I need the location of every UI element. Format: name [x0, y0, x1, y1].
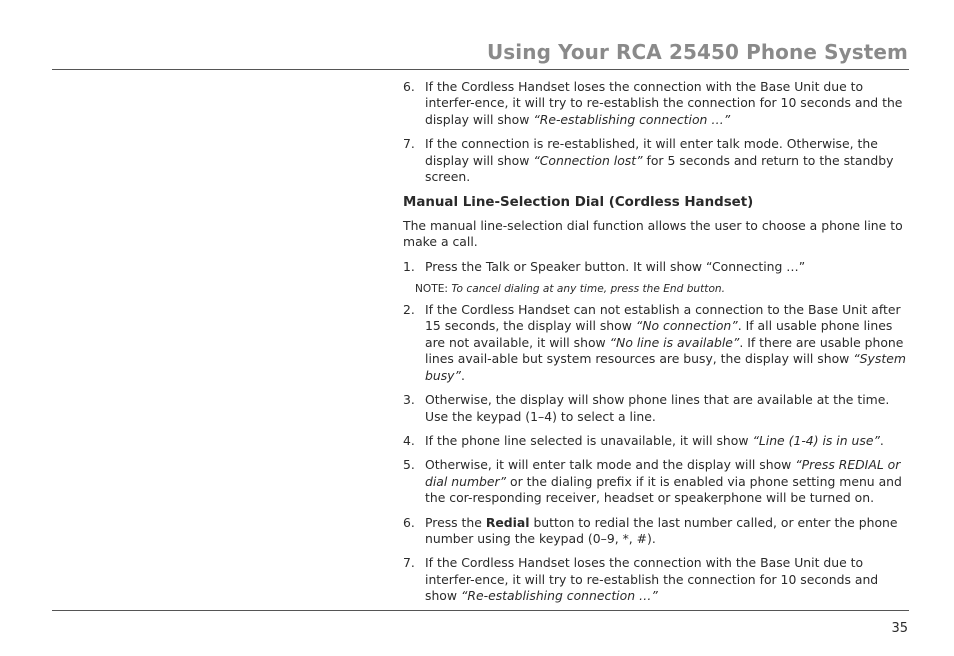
item-text: Press the Redial button to redial the last number called, or enter the phone number using the keypad (0–9, *, #).	[425, 514, 898, 546]
note-text: To cancel dialing at any time, press the End button.	[451, 283, 726, 296]
list-item	[403, 457, 910, 506]
section-intro: The manual line-selection dial function allows the user to choose a phone line to make a call.	[403, 217, 903, 250]
item-number: 6.	[403, 79, 415, 94]
item-number: 7.	[403, 136, 415, 152]
item-text: If the phone line selected is unavailable, it will show “Line (1-4) is in use”.	[425, 432, 884, 448]
item-number: 6.	[403, 514, 415, 530]
note	[415, 282, 910, 296]
item-number: 1.	[403, 258, 415, 274]
item-text: Press the Talk or Speaker button. It will show “Connecting …”	[425, 258, 806, 274]
item-number: 7.	[403, 555, 415, 571]
note-label: NOTE:	[415, 283, 448, 296]
list-item	[403, 515, 910, 548]
item-text: If the connection is re-established, it will enter talk mode. Otherwise, the display will show “Connection lost” for 5 seconds and return to the standby screen.	[425, 136, 894, 185]
item-number: 3.	[403, 392, 415, 408]
list-item	[403, 302, 910, 384]
header-rule	[52, 69, 909, 70]
list-item	[403, 79, 910, 128]
item-text: If the Cordless Handset can not establish a connection to the Base Unit after 15 seconds, the display will show “No connection”. If all usable phone lines are not available, it will show “No line is available”. If there are usable phone lines avail-able but system resources are busy, the display will show “System busy”.	[425, 302, 906, 383]
list-item	[403, 392, 910, 425]
list-item	[403, 555, 910, 604]
item-number: 2.	[403, 302, 415, 318]
page-title: Using Your RCA 25450 Phone System	[486, 40, 908, 64]
list-item	[403, 259, 910, 275]
list-item	[403, 433, 910, 449]
list-item	[403, 136, 910, 185]
main-content	[403, 79, 910, 613]
footer-rule	[52, 610, 909, 611]
item-number: 5.	[403, 457, 415, 473]
item-text: If the Cordless Handset loses the connection with the Base Unit due to interfer-ence, it will try to re-establish the connection for 10 seconds and the display will show “Re-establishing connection …”	[425, 79, 903, 127]
item-number: 4.	[403, 432, 415, 448]
section-heading: Manual Line-Selection Dial (Cordless Handset)	[403, 195, 754, 211]
page-number: 35	[891, 621, 908, 636]
item-text: Otherwise, it will enter talk mode and the display will show “Press REDIAL or dial number” or the dialing prefix if it is enabled via phone setting menu and the cor-responding receiver, headset or speakerphone will be turned on.	[425, 457, 902, 506]
item-text: If the Cordless Handset loses the connection with the Base Unit due to interfer-ence, it will try to re-establish the connection for 10 seconds and show “Re-establishing connection …”	[425, 555, 879, 604]
item-text: Otherwise, the display will show phone lines that are available at the time. Use the keypad (1–4) to select a line.	[425, 392, 890, 424]
